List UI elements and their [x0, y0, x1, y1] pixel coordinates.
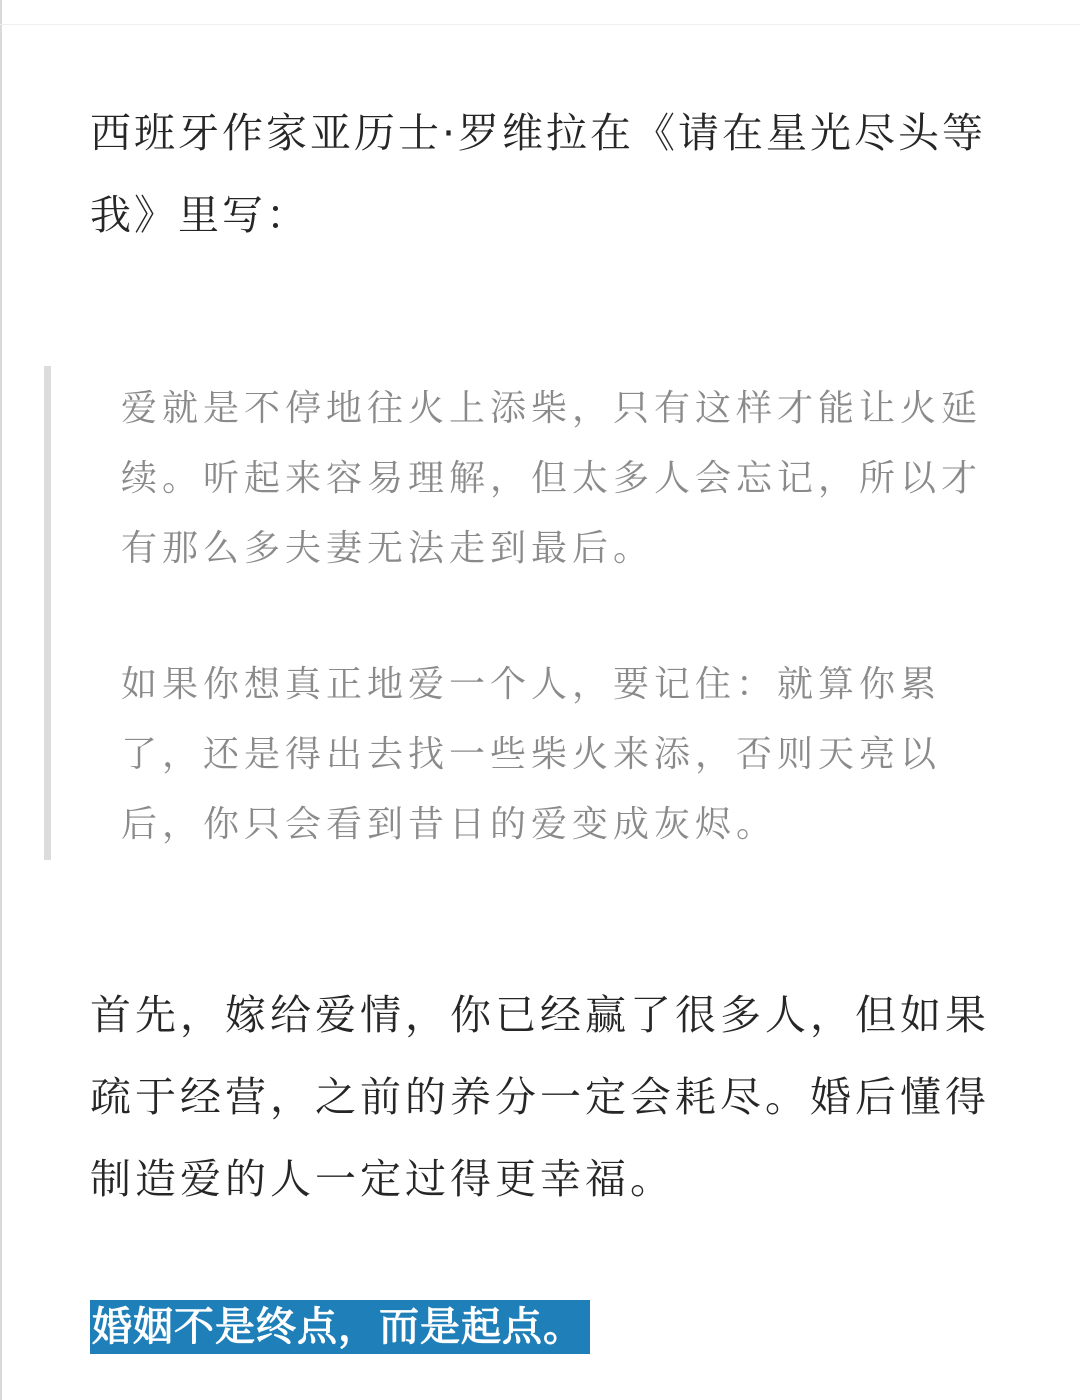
intro-paragraph: 西班牙作家亚历士·罗维拉在《请在星光尽头等我》里写：	[90, 109, 987, 239]
quote-paragraph-1: 爱就是不停地往火上添柴，只有这样才能让火延续。听起来容易理解，但太多人会忘记，所以才有那么多夫妻无法走到最后。	[121, 388, 983, 569]
page-top-divider	[0, 24, 1080, 25]
highlighted-sentence: 婚姻不是终点，而是起点。	[90, 1300, 590, 1354]
page-left-edge	[0, 0, 2, 1400]
blockquote	[44, 366, 1000, 860]
quote-paragraph-2: 如果你想真正地爱一个人，要记住：就算你累了，还是得出去找一些柴火来添，否则天亮以后，你只会看到昔日的爱变成灰烬。	[121, 664, 942, 845]
body-paragraph: 首先，嫁给爱情，你已经赢了很多人，但如果疏于经营，之前的养分一定会耗尽。婚后懂得制造爱的人一定过得更幸福。	[90, 991, 990, 1203]
